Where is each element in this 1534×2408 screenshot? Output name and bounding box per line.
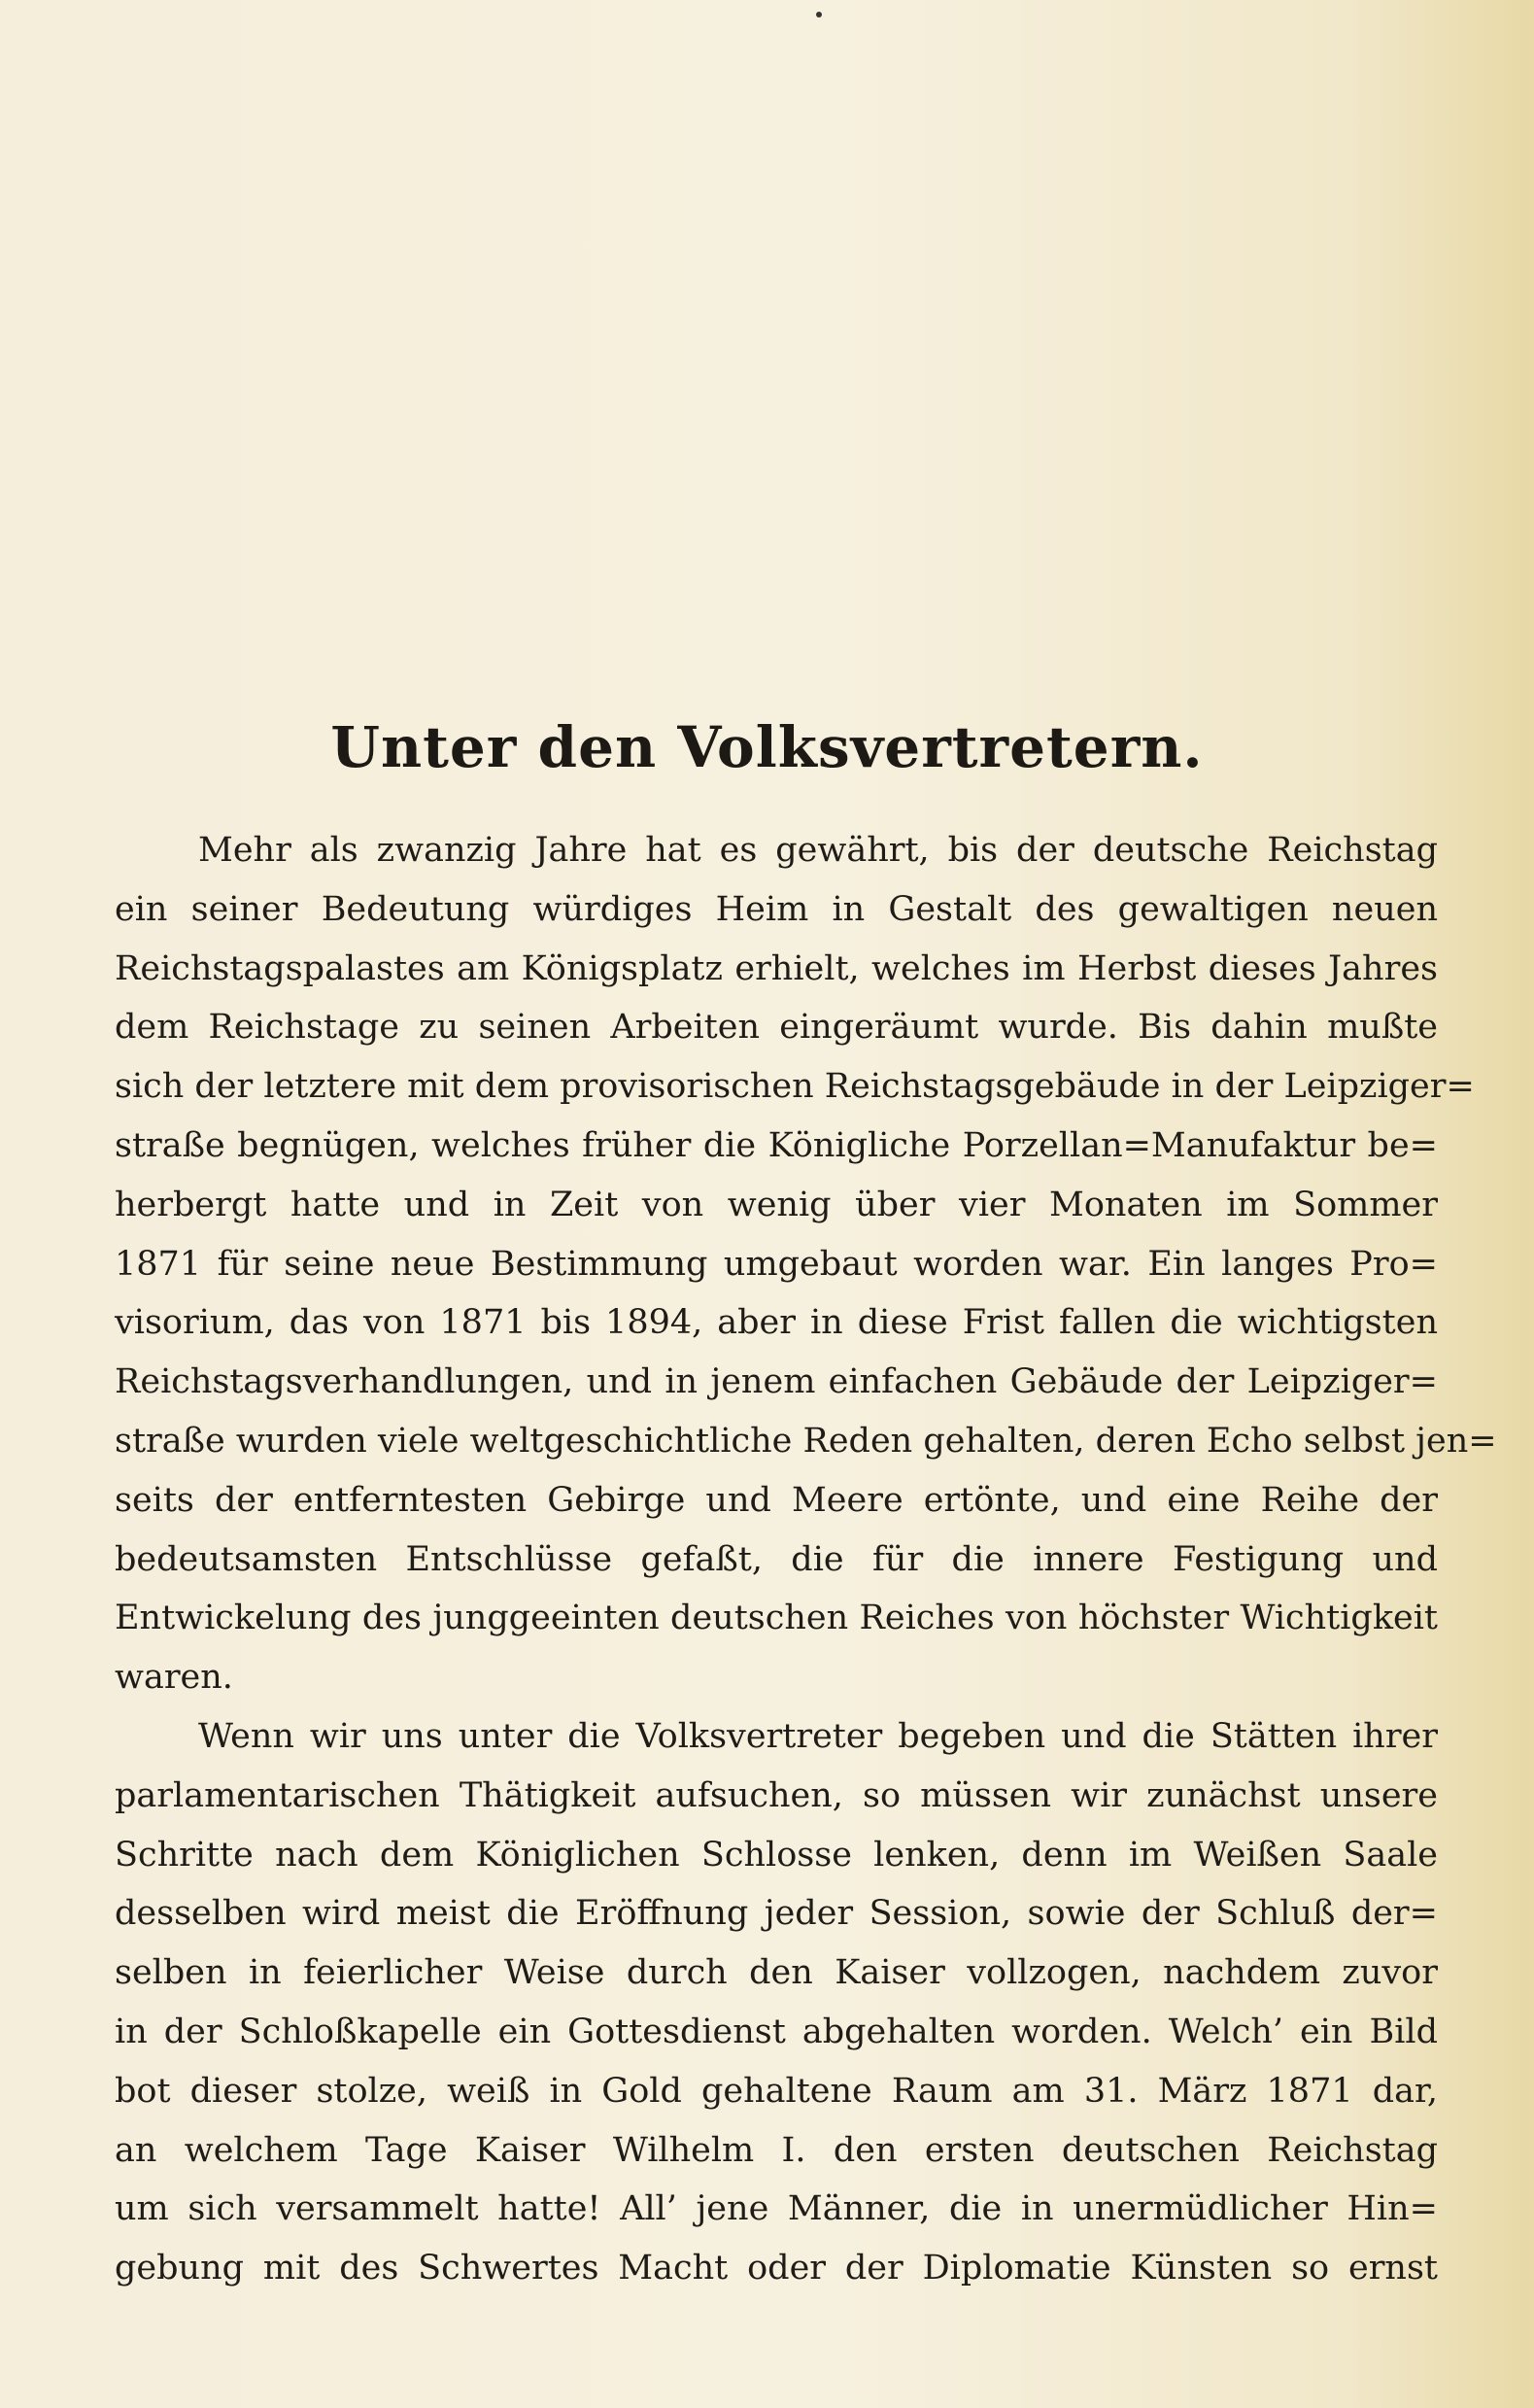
body-text (115, 821, 1497, 2298)
chapter-heading: Unter den Volksvertretern. (330, 714, 1204, 780)
text-line: Entwickelung des junggeeinten deutschen Reiches von höchster Wichtigkeit (115, 1599, 1438, 1638)
text-line: straße wurden viele weltgeschichtliche Reden gehalten, deren Echo selbst jen= (115, 1421, 1497, 1461)
text-line: dem Reichstage zu seinen Arbeiten eingeräumt wurde. Bis dahin mußte (115, 1008, 1438, 1048)
text-line: bedeutsamsten Entschlüsse gefaßt, die für die innere Festigung und (115, 1539, 1438, 1579)
text-line: 1871 für seine neue Bestimmung umgebaut worden war. Ein langes Pro= (115, 1244, 1438, 1284)
page-marker (816, 12, 822, 17)
text-line: straße begnügen, welches früher die Königliche Porzellan=Manufaktur be= (115, 1125, 1438, 1165)
text-line: selben in feierlicher Weise durch den Kaiser vollzogen, nachdem zuvor (115, 1953, 1438, 1993)
text-line: Mehr als zwanzig Jahre hat es gewährt, bis der deutsche Reichstag (198, 831, 1438, 870)
text-line: Schritte nach dem Königlichen Schlosse lenken, denn im Weißen Saale (115, 1835, 1438, 1875)
text-line: ein seiner Bedeutung würdiges Heim in Gestalt des gewaltigen neuen (115, 889, 1438, 929)
text-line: gebung mit des Schwertes Macht oder der Diplomatie Künsten so ernst (115, 2249, 1438, 2288)
text-line: Reichstagsverhandlungen, und in jenem einfachen Gebäude der Leipziger= (115, 1362, 1438, 1402)
text-line: an welchem Tage Kaiser Wilhelm I. den ersten deutschen Reichstag (115, 2130, 1438, 2170)
text-line: parlamentarischen Thätigkeit aufsuchen, so müssen wir zunächst unsere (115, 1775, 1438, 1815)
text-line: desselben wird meist die Eröffnung jeder Session, sowie der Schluß der= (115, 1894, 1438, 1934)
text-line: seits der entferntesten Gebirge und Meere ertönte, und eine Reihe der (115, 1480, 1438, 1520)
text-line: sich der letztere mit dem provisorischen Reichstagsgebäude in der Leipziger= (115, 1067, 1475, 1107)
text-line: in der Schloßkapelle ein Gottesdienst abgehalten worden. Welch’ ein Bild (115, 2012, 1438, 2051)
text-line: um sich versammelt hatte! All’ jene Männer, die in unermüdlicher Hin= (115, 2189, 1438, 2229)
text-line: Wenn wir uns unter die Volksvertreter begeben und die Stätten ihrer (198, 1716, 1438, 1756)
text-line: bot dieser stolze, weiß in Gold gehaltene Raum am 31. März 1871 dar, (115, 2071, 1438, 2111)
text-line: visorium, das von 1871 bis 1894, aber in diese Frist fallen die wichtigsten (115, 1303, 1438, 1343)
text-line: herbergt hatte und in Zeit von wenig über vier Monaten im Sommer (115, 1185, 1438, 1224)
text-line: Reichstagspalastes am Königsplatz erhielt, welches im Herbst dieses Jahres (115, 948, 1438, 988)
text-line: waren. (115, 1658, 233, 1698)
